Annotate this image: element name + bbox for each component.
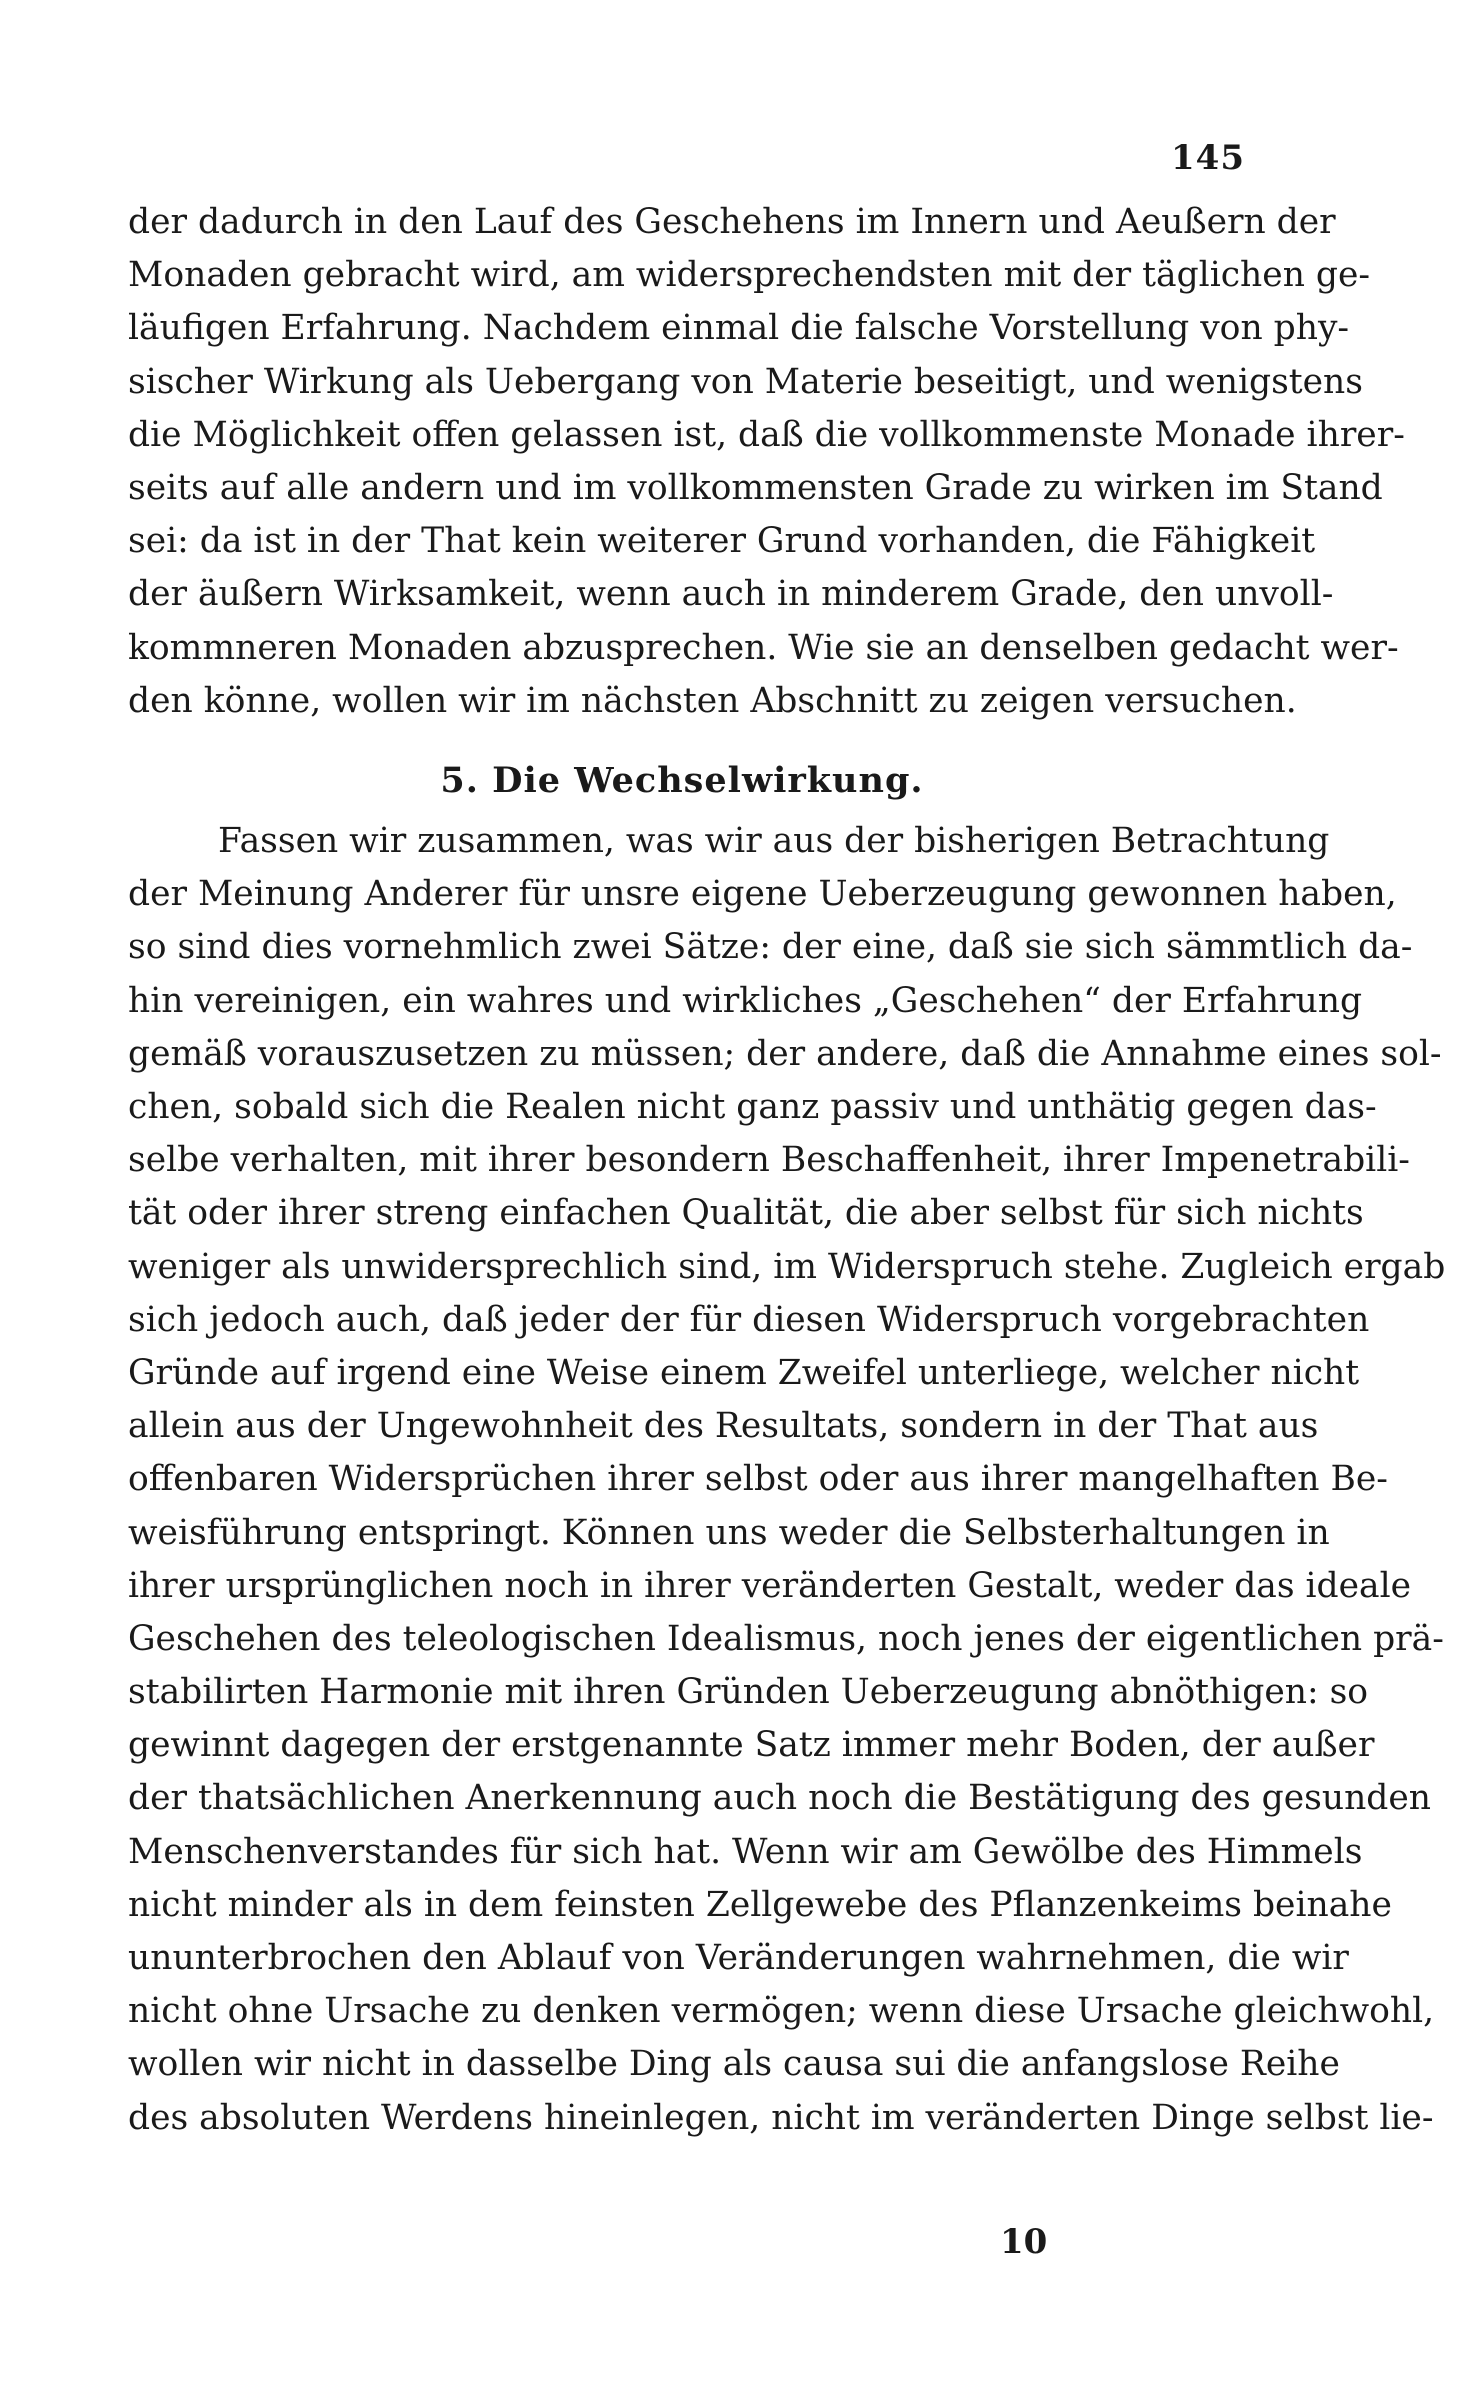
- text-line: Monaden gebracht wird, am widersprechendsten mit der täglichen ge-: [128, 255, 1371, 296]
- text-line: des absoluten Werdens hineinlegen, nicht im veränderten Dinge selbst lie-: [128, 2097, 1434, 2138]
- text-line: den könne, wollen wir im nächsten Abschnitt zu zeigen versuchen.: [128, 680, 1297, 721]
- text-line: kommneren Monaden abzusprechen. Wie sie an denselben gedacht wer-: [128, 627, 1399, 668]
- text-line: chen, sobald sich die Realen nicht ganz passiv und unthätig gegen das-: [128, 1087, 1377, 1127]
- text-line: selbe verhalten, mit ihrer besondern Beschaffenheit, ihrer Impenetrabili-: [128, 1140, 1410, 1181]
- text-line: offenbaren Widersprüchen ihrer selbst oder aus ihrer mangelhaften Be-: [128, 1459, 1388, 1500]
- text-line: sei: da ist in der That kein weiterer Grund vorhanden, die Fähigkeit: [128, 521, 1316, 562]
- text-line: hin vereinigen, ein wahres und wirkliches „Geschehen“ der Erfahrung: [128, 980, 1363, 1021]
- text-line: gemäß vorauszusetzen zu müssen; der andere, daß die Annahme eines sol-: [128, 1033, 1442, 1074]
- text-line: läufigen Erfahrung. Nachdem einmal die falsche Vorstellung von phy-: [128, 308, 1350, 349]
- text-line: stabilirten Harmonie mit ihren Gründen Ueberzeugung abnöthigen: so: [128, 1672, 1369, 1713]
- text-line: tät oder ihrer streng einfachen Qualität, die aber selbst für sich nichts: [128, 1193, 1364, 1234]
- text-line: ihrer ursprünglichen noch in ihrer veränderten Gestalt, weder das ideale: [128, 1565, 1412, 1606]
- text-line: Fassen wir zusammen, was wir aus der bisherigen Betrachtung: [218, 821, 1330, 862]
- text-line: sischer Wirkung als Uebergang von Materie beseitigt, und wenigstens: [128, 361, 1363, 402]
- text-line: weniger als unwidersprechlich sind, im Widerspruch stehe. Zugleich ergab: [128, 1246, 1446, 1287]
- text-line: weisführung entspringt. Können uns weder die Selbsterhaltungen in: [128, 1512, 1330, 1553]
- text-line: ununterbrochen den Ablauf von Veränderungen wahrnehmen, die wir: [128, 1938, 1349, 1978]
- text-line: der thatsächlichen Anerkennung auch noch die Bestätigung des gesunden: [128, 1778, 1432, 1819]
- text-line: so sind dies vornehmlich zwei Sätze: der eine, daß sie sich sämmtlich da-: [128, 927, 1413, 968]
- text-line: die Möglichkeit offen gelassen ist, daß die vollkommenste Monade ihrer-: [128, 414, 1405, 455]
- page-number: 145: [1171, 138, 1245, 178]
- paragraph-1: [128, 196, 1405, 728]
- text-line: Geschehen des teleologischen Idealismus, noch jenes der eigentlichen prä-: [128, 1618, 1444, 1659]
- text-line: Gründe auf irgend eine Weise einem Zweifel unterliege, welcher nicht: [128, 1352, 1360, 1393]
- paragraph-2: [128, 815, 1446, 2145]
- text-line: der Meinung Anderer für unsre eigene Ueberzeugung gewonnen haben,: [128, 874, 1397, 915]
- signature-mark: 10: [1000, 2222, 1048, 2262]
- text-line: gewinnt dagegen der erstgenannte Satz immer mehr Boden, der außer: [128, 1725, 1375, 1766]
- text-line: Menschenverstandes für sich hat. Wenn wir am Gewölbe des Himmels: [128, 1831, 1363, 1872]
- text-line: wollen wir nicht in dasselbe Ding als causa sui die anfangslose Reihe: [128, 2044, 1340, 2085]
- text-line: seits auf alle andern und im vollkommensten Grade zu wirken im Stand: [128, 467, 1383, 508]
- body-text: [128, 196, 1446, 2145]
- text-line: nicht ohne Ursache zu denken vermögen; wenn diese Ursache gleichwohl,: [128, 1991, 1435, 2032]
- text-line: sich jedoch auch, daß jeder der für diesen Widerspruch vorgebrachten: [128, 1299, 1370, 1340]
- section-heading: 5. Die Wechselwirkung.: [440, 759, 924, 801]
- text-line: der äußern Wirksamkeit, wenn auch in minderem Grade, den unvoll-: [128, 574, 1334, 615]
- text-line: nicht minder als in dem feinsten Zellgewebe des Pflanzenkeims beinahe: [128, 1884, 1392, 1925]
- text-line: allein aus der Ungewohnheit des Resultats, sondern in der That aus: [128, 1406, 1319, 1447]
- text-line: der dadurch in den Lauf des Geschehens im Innern und Aeußern der: [128, 202, 1336, 242]
